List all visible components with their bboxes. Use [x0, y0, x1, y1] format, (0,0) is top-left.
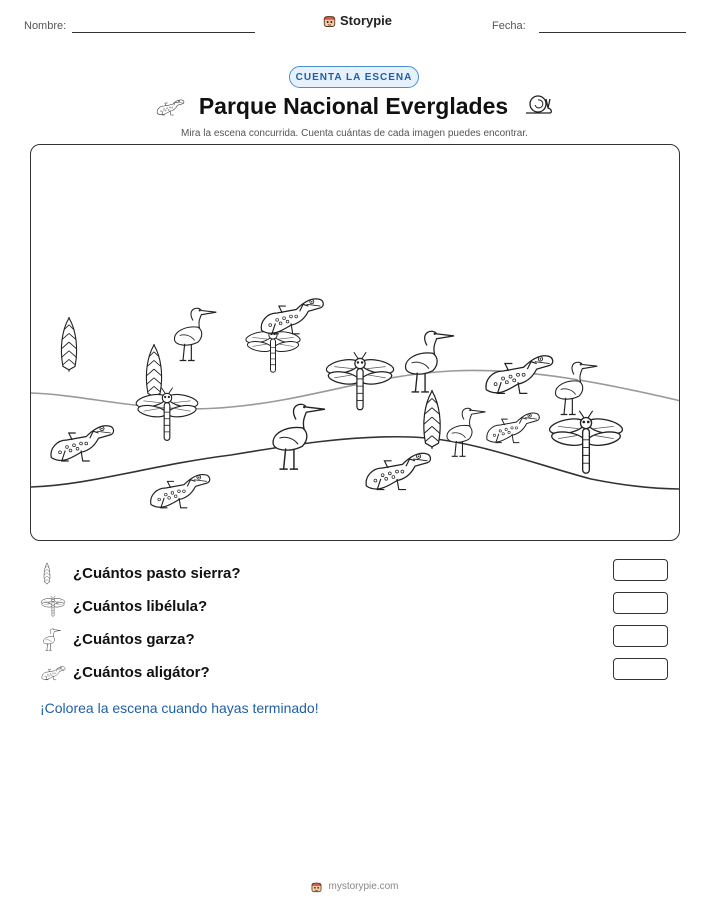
question-text: ¿Cuántos pasto sierra?	[73, 564, 241, 582]
alligator-icon	[51, 426, 114, 461]
alligator-icon	[261, 299, 323, 334]
question-text: ¿Cuántos aligátor?	[73, 663, 210, 681]
heron-icon	[175, 308, 217, 360]
heron-icon	[40, 627, 62, 651]
sawgrass-icon	[40, 561, 54, 585]
answer-box-dragonfly[interactable]	[613, 592, 668, 614]
heron-icon	[556, 362, 598, 414]
date-line[interactable]	[539, 32, 686, 33]
question-row	[40, 594, 208, 618]
page-title	[0, 93, 709, 120]
sawgrass-icon	[61, 317, 77, 372]
alligator-icon	[366, 453, 430, 489]
alligator-icon	[151, 475, 210, 508]
heron-icon	[406, 331, 455, 392]
footer	[0, 880, 709, 893]
page-subtitle: Mira la escena concurrida. Cuenta cuántas de cada imagen puedes encontrar.	[181, 128, 528, 139]
footer-url[interactable]: mystorypie.com	[328, 881, 399, 892]
scene-frame	[30, 144, 680, 541]
question-row	[40, 660, 210, 684]
dragonfly-icon	[548, 411, 624, 473]
alligator-icon	[155, 94, 185, 118]
name-line[interactable]	[72, 32, 255, 33]
alligator-icon	[40, 662, 66, 682]
page-title-text: Parque Nacional Everglades	[198, 93, 509, 119]
storypie-mascot-icon	[310, 880, 323, 893]
question-row	[40, 627, 195, 651]
answer-box-alligator[interactable]	[613, 658, 668, 680]
sawgrass-icon	[146, 344, 162, 399]
question-text: ¿Cuántos garza?	[73, 630, 195, 648]
heron-icon	[447, 408, 485, 456]
dragonfly-icon	[325, 352, 395, 410]
question-text: ¿Cuántos libélula?	[73, 597, 208, 615]
storypie-mascot-icon	[322, 13, 337, 28]
sawgrass-icon	[424, 390, 441, 449]
answer-box-heron[interactable]	[613, 625, 668, 647]
activity-badge: CUENTA LA ESCENA	[289, 66, 419, 88]
answer-box-sawgrass[interactable]	[613, 559, 668, 581]
brand-logo	[322, 13, 392, 28]
color-prompt: ¡Colorea la escena cuando hayas terminado!	[40, 700, 319, 716]
brand-name: Storypie	[340, 13, 393, 28]
snail-icon	[524, 93, 554, 117]
everglades-scene	[31, 145, 680, 541]
date-label: Fecha:	[492, 20, 526, 32]
dragonfly-icon	[135, 388, 199, 441]
question-row	[40, 561, 241, 585]
heron-icon	[273, 404, 325, 469]
alligator-icon	[487, 413, 539, 443]
dragonfly-icon	[40, 595, 66, 617]
name-label: Nombre:	[24, 20, 67, 32]
